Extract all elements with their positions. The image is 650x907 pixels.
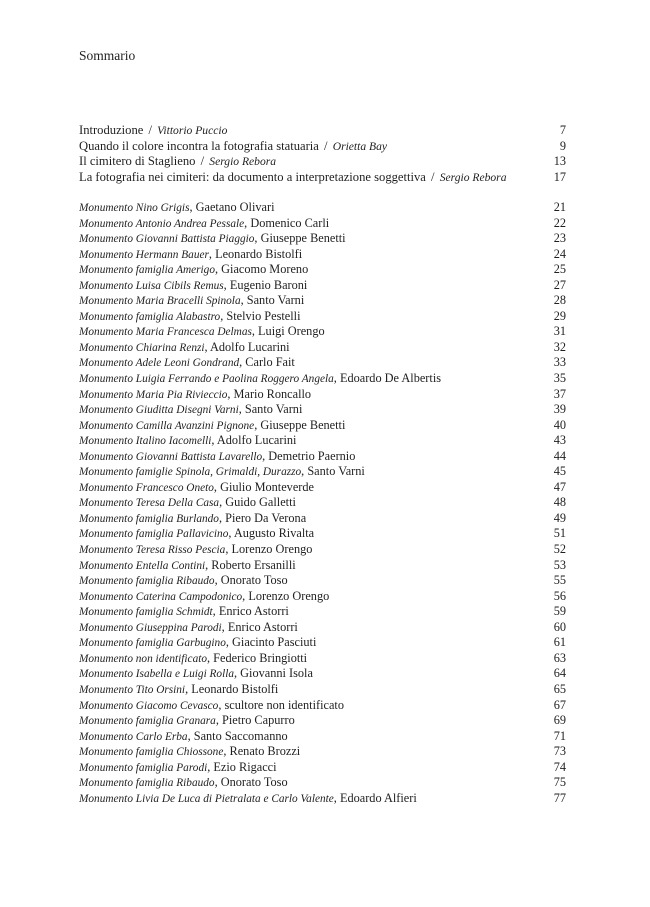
essay-author: Vittorio Puccio [157, 124, 228, 137]
page-number: 31 [553, 324, 566, 339]
essay-author: Sergio Rebora [209, 155, 277, 169]
monument-name: Monumento famiglia Chiossone [79, 746, 224, 759]
toc-monument-row [79, 729, 566, 745]
monument-name: Monumento Giacomo Cevasco [79, 699, 219, 712]
toc-monument-row [79, 713, 566, 729]
page-number: 64 [553, 666, 566, 681]
toc-entry: Monumento Hermann Bauer, Leonardo Bistolfi [79, 246, 303, 261]
toc-entry: Monumento Adele Leoni Gondrand, Carlo Fait [79, 355, 295, 370]
essay-author: Orietta Bay [332, 139, 388, 153]
toc-entry: Monumento famiglia Ribaudo, Onorato Toso [79, 775, 288, 790]
toc-intro-row [79, 123, 566, 139]
monument-name: Monumento famiglia Alabastro [79, 310, 221, 323]
sculptor-name: Augusto Rivalta [233, 526, 315, 541]
sculptor-name: Santo Varni [246, 293, 305, 308]
sculptor-name: Gaetano Olivari [195, 200, 275, 214]
sculptor-name: Onorato Toso [220, 573, 288, 588]
toc-entry: Monumento Giacomo Cevasco, scultore non identificato [79, 697, 344, 712]
toc-entry: Monumento Carlo Erba, Santo Saccomanno [79, 728, 288, 743]
page-number: 21 [553, 200, 566, 214]
sculptor-name: Enrico Astorri [218, 604, 289, 619]
monument-name: Monumento Giovanni Battista Piaggio [79, 233, 255, 246]
toc-entry: Monumento Tito Orsini, Leonardo Bistolfi [79, 681, 279, 696]
monument-name: Monumento Giovanni Battista Lavarello [79, 450, 263, 463]
page-number: 59 [553, 604, 566, 619]
toc-monument-row [79, 526, 566, 542]
monument-name: Monumento Luigia Ferrando e Paolina Roggero Angela [79, 373, 334, 386]
toc-monument-row [79, 542, 566, 558]
monument-name: Monumento Isabella e Luigi Rolla [79, 668, 235, 681]
sculptor-name: Piero Da Verona [225, 510, 307, 525]
page-number: 60 [553, 619, 566, 634]
page-number: 65 [553, 681, 566, 696]
monument-name: Monumento Adele Leoni Gondrand [79, 357, 240, 370]
essay-title: Il cimitero di Staglieno [79, 154, 196, 169]
page-number: 33 [553, 355, 566, 370]
toc-intro-row [79, 154, 566, 170]
sculptor-name: Edoardo Alfieri [339, 790, 417, 805]
toc-entry: Monumento Giuditta Disegni Varni, Santo Varni [79, 402, 303, 417]
toc-entry: Monumento famiglia Pallavicino, Augusto Rivalta [79, 526, 315, 541]
monument-name: Monumento Chiarina Renzi [79, 341, 205, 354]
toc-monument-row [79, 355, 566, 371]
toc-monument-row [79, 449, 566, 465]
toc-entry: Monumento Nino Grigis, Gaetano Olivari [79, 200, 275, 214]
monument-toc-list [79, 200, 566, 806]
page-number: 29 [553, 308, 566, 323]
toc-monument-row [79, 651, 566, 667]
toc-monument-row [79, 200, 566, 216]
sculptor-name: Roberto Ersanilli [211, 557, 296, 572]
page-number: 44 [553, 448, 566, 463]
toc-monument-row [79, 760, 566, 776]
toc-entry: Monumento Italino Iacomelli, Adolfo Lucarini [79, 433, 297, 448]
toc-monument-row [79, 480, 566, 496]
monument-name: Monumento Hermann Bauer [79, 248, 209, 261]
sculptor-name: Federico Bringiotti [213, 650, 308, 665]
sculptor-name: Stelvio Pestelli [226, 308, 301, 323]
toc-monument-row [79, 775, 566, 791]
title-author-separator: / [200, 154, 205, 169]
toc-entry: Monumento Teresa Risso Pescia, Lorenzo Orengo [79, 542, 313, 557]
sculptor-name: Santo Varni [307, 464, 365, 479]
toc-entry: Monumento Giovanni Battista Piaggio, Giuseppe Benetti [79, 231, 346, 246]
toc-monument-row [79, 635, 566, 651]
sculptor-name: Santo Varni [244, 402, 303, 417]
toc-monument-row [79, 604, 566, 620]
sculptor-name: Santo Saccomanno [193, 728, 288, 743]
page-number: 28 [553, 293, 566, 308]
monument-name: Monumento Entella Contini [79, 559, 206, 572]
toc-monument-row [79, 464, 566, 480]
toc-entry: Monumento Maria Bracelli Spinola, Santo Varni [79, 293, 305, 308]
essay-title: Quando il colore incontra la fotografia statuaria [79, 138, 319, 153]
toc-entry: Monumento famiglia Granara, Pietro Capurro [79, 713, 295, 728]
page-number: 43 [553, 433, 566, 448]
monument-name: Monumento Francesco Oneto [79, 481, 214, 494]
toc-monument-row [79, 744, 566, 760]
toc-entry: Monumento Luigia Ferrando e Paolina Roggero Angela, Edoardo De Albertis [79, 371, 442, 386]
monument-name: Monumento Maria Bracelli Spinola [79, 295, 241, 308]
monument-name: Monumento famiglia Schmidt [79, 606, 213, 619]
toc-entry: Monumento Giovanni Battista Lavarello, Demetrio Paernio [79, 448, 356, 463]
monument-name: Monumento Luisa Cibils Remus [79, 279, 224, 292]
sculptor-name: Pietro Capurro [221, 713, 295, 728]
page-number: 56 [553, 588, 566, 603]
sculptor-name: Lorenzo Orengo [248, 588, 330, 603]
toc-monument-row [79, 371, 566, 387]
essay-title: Introduzione [79, 123, 144, 137]
monument-name: Monumento Carlo Erba [79, 730, 188, 743]
toc-monument-row [79, 433, 566, 449]
monument-name: Monumento Teresa Della Casa [79, 497, 220, 510]
monument-name: Monumento Camilla Avanzini Pignone [79, 419, 255, 432]
page-number: 53 [553, 557, 566, 572]
toc-monument-row [79, 402, 566, 418]
toc-entry: Monumento famiglia Garbugino, Giacinto Pasciuti [79, 635, 317, 650]
page-number: 47 [553, 479, 566, 494]
toc-monument-row [79, 278, 566, 294]
monument-name: Monumento Italino Iacomelli [79, 435, 212, 448]
page-number: 51 [553, 526, 566, 541]
sculptor-name: Carlo Fait [245, 355, 295, 370]
toc-entry [79, 154, 542, 170]
toc-monument-row [79, 216, 566, 232]
sculptor-name: Adolfo Lucarini [216, 433, 297, 448]
page-number: 75 [553, 775, 566, 790]
page-number: 9 [559, 138, 566, 153]
toc-entry: Monumento famiglia Schmidt, Enrico Astorri [79, 604, 289, 619]
toc-entry: Monumento famiglia Chiossone, Renato Brozzi [79, 744, 301, 759]
page-number: 71 [553, 728, 566, 743]
page-number: 49 [553, 510, 566, 525]
sculptor-name: Guido Galletti [225, 495, 296, 510]
toc-monument-row [79, 418, 566, 434]
page-number: 69 [553, 713, 566, 728]
toc-entry: Monumento Francesco Oneto, Giulio Monteverde [79, 479, 314, 494]
sculptor-name: Giulio Monteverde [220, 479, 314, 494]
sculptor-name: Giuseppe Benetti [260, 231, 346, 246]
sculptor-name: Demetrio Paernio [268, 448, 356, 463]
sculptor-name: Mario Roncallo [233, 386, 312, 401]
monument-name: Monumento Maria Pia Rivieccio [79, 388, 228, 401]
toc-monument-row [79, 247, 566, 263]
sculptor-name: Renato Brozzi [229, 744, 301, 759]
toc-monument-row [79, 558, 566, 574]
sculptor-name: Edoardo De Albertis [339, 371, 442, 386]
sculptor-name: Giuseppe Benetti [260, 417, 346, 432]
monument-name: Monumento Maria Francesca Delmas [79, 326, 252, 339]
page-number: 48 [553, 495, 566, 510]
page-number: 13 [553, 154, 566, 169]
sculptor-name: Eugenio Baroni [229, 277, 308, 292]
monument-name: Monumento Giuseppina Parodi [79, 621, 222, 634]
monument-name: Monumento famiglia Parodi [79, 761, 208, 774]
toc-monument-row [79, 262, 566, 278]
sculptor-name: Giacomo Moreno [221, 262, 309, 277]
monument-name: Monumento famiglia Amerigo [79, 264, 215, 277]
monument-name: Monumento Livia De Luca di Pietralata e Carlo Valente [79, 792, 334, 805]
sculptor-name: scultore non identificato [224, 697, 344, 712]
toc-entry: Monumento Luisa Cibils Remus, Eugenio Baroni [79, 277, 308, 292]
toc-entry: Monumento famiglia Parodi, Ezio Rigacci [79, 759, 277, 774]
sculptor-name: Onorato Toso [220, 775, 288, 790]
sculptor-name: Leonardo Bistolfi [215, 246, 303, 261]
monument-name: Monumento non identificato [79, 652, 208, 665]
toc-monument-row [79, 682, 566, 698]
toc-monument-row [79, 620, 566, 636]
page-number: 39 [553, 402, 566, 417]
toc-entry: Monumento Giuseppina Parodi, Enrico Astorri [79, 619, 298, 634]
toc-entry: Monumento famiglia Alabastro, Stelvio Pestelli [79, 308, 301, 323]
toc-monument-row [79, 698, 566, 714]
sculptor-name: Giacinto Pasciuti [232, 635, 317, 650]
page-number: 61 [553, 635, 566, 650]
page-number: 25 [553, 262, 566, 277]
toc-monument-row [79, 511, 566, 527]
toc-monument-row [79, 309, 566, 325]
monument-name: Monumento famiglia Ribaudo [79, 575, 215, 588]
toc-entry: Monumento famiglie Spinola, Grimaldi, Durazzo, Santo Varni [79, 464, 365, 479]
toc-monument-row [79, 231, 566, 247]
monument-name: Monumento famiglia Pallavicino [79, 528, 229, 541]
monument-name: Monumento famiglia Garbugino [79, 637, 226, 650]
toc-entry: Monumento Caterina Campodonico, Lorenzo Orengo [79, 588, 330, 603]
page-number: 45 [553, 464, 566, 479]
toc-entry: Monumento Entella Contini, Roberto Ersanilli [79, 557, 296, 572]
toc-entry [79, 170, 542, 186]
monument-name: Monumento famiglia Granara [79, 715, 216, 728]
essay-author: Sergio Rebora [439, 170, 507, 184]
toc-entry: Monumento famiglia Burlando, Piero Da Verona [79, 510, 307, 525]
toc-entry: Monumento Antonio Andrea Pessale, Domenico Carli [79, 215, 330, 230]
toc-monument-row [79, 589, 566, 605]
sculptor-name: Luigi Orengo [258, 324, 325, 339]
toc-entry: Monumento Teresa Della Casa, Guido Galletti [79, 495, 296, 510]
page-number: 27 [553, 277, 566, 292]
monument-name: Monumento Caterina Campodonico [79, 590, 243, 603]
toc-monument-row [79, 573, 566, 589]
page-number: 35 [553, 371, 566, 386]
toc-monument-row [79, 791, 566, 807]
page-number: 52 [553, 542, 566, 557]
monument-name: Monumento Giuditta Disegni Varni [79, 404, 239, 417]
page-number: 7 [559, 123, 566, 137]
sculptor-name: Giovanni Isola [240, 666, 313, 681]
title-author-separator: / [148, 123, 153, 137]
toc-monument-row [79, 324, 566, 340]
toc-entry [79, 139, 548, 155]
toc-intro-row [79, 170, 566, 186]
sculptor-name: Enrico Astorri [227, 619, 298, 634]
sculptor-name: Domenico Carli [250, 215, 330, 230]
intro-toc-list [79, 123, 566, 185]
monument-name: Monumento Antonio Andrea Pessale [79, 217, 245, 230]
sculptor-name: Ezio Rigacci [213, 759, 277, 774]
title-author-separator: / [324, 138, 328, 153]
page-title: Sommario [79, 48, 136, 63]
page-number: 23 [553, 231, 566, 246]
toc-entry: Monumento Maria Pia Rivieccio, Mario Roncallo [79, 386, 312, 401]
page-number: 55 [553, 573, 566, 588]
page-number: 24 [553, 246, 566, 261]
page-number: 74 [553, 759, 566, 774]
toc-entry: Monumento Livia De Luca di Pietralata e Carlo Valente, Edoardo Alfieri [79, 790, 417, 805]
sculptor-name: Adolfo Lucarini [210, 339, 290, 354]
monument-name: Monumento famiglia Ribaudo [79, 777, 215, 790]
page-number: 63 [553, 650, 566, 665]
page-number: 77 [553, 790, 566, 805]
page-number: 22 [553, 215, 566, 230]
sculptor-name: Leonardo Bistolfi [191, 681, 279, 696]
toc-entry [79, 123, 548, 139]
page-number: 17 [553, 169, 566, 184]
toc-entry: Monumento Chiarina Renzi, Adolfo Lucarini [79, 339, 290, 354]
page-number: 40 [553, 417, 566, 432]
title-author-separator: / [431, 169, 435, 184]
toc-entry: Monumento famiglia Ribaudo, Onorato Toso [79, 573, 288, 588]
monument-name: Monumento Nino Grigis [79, 202, 190, 214]
toc-entry: Monumento Isabella e Luigi Rolla, Giovanni Isola [79, 666, 313, 681]
monument-name: Monumento Tito Orsini [79, 683, 186, 696]
page-number: 37 [553, 386, 566, 401]
page-number: 32 [553, 339, 566, 354]
toc-monument-row [79, 666, 566, 682]
toc-monument-row [79, 340, 566, 356]
page-number: 73 [553, 744, 566, 759]
toc-entry: Monumento Camilla Avanzini Pignone, Giuseppe Benetti [79, 417, 346, 432]
sculptor-name: Lorenzo Orengo [231, 542, 313, 557]
toc-monument-row [79, 495, 566, 511]
toc-monument-row [79, 293, 566, 309]
monument-name: Monumento Teresa Risso Pescia [79, 544, 226, 557]
toc-intro-row [79, 139, 566, 155]
toc-entry: Monumento non identificato, Federico Bringiotti [79, 650, 308, 665]
monument-name: Monumento famiglia Burlando [79, 512, 219, 525]
essay-title: La fotografia nei cimiteri: da documento a interpretazione soggettiva [79, 169, 426, 184]
toc-entry: Monumento famiglia Amerigo, Giacomo Moreno [79, 262, 309, 277]
monument-name: Monumento famiglie Spinola, Grimaldi, Durazzo [79, 466, 302, 479]
page-number: 67 [553, 697, 566, 712]
toc-monument-row [79, 387, 566, 403]
toc-entry: Monumento Maria Francesca Delmas, Luigi Orengo [79, 324, 325, 339]
